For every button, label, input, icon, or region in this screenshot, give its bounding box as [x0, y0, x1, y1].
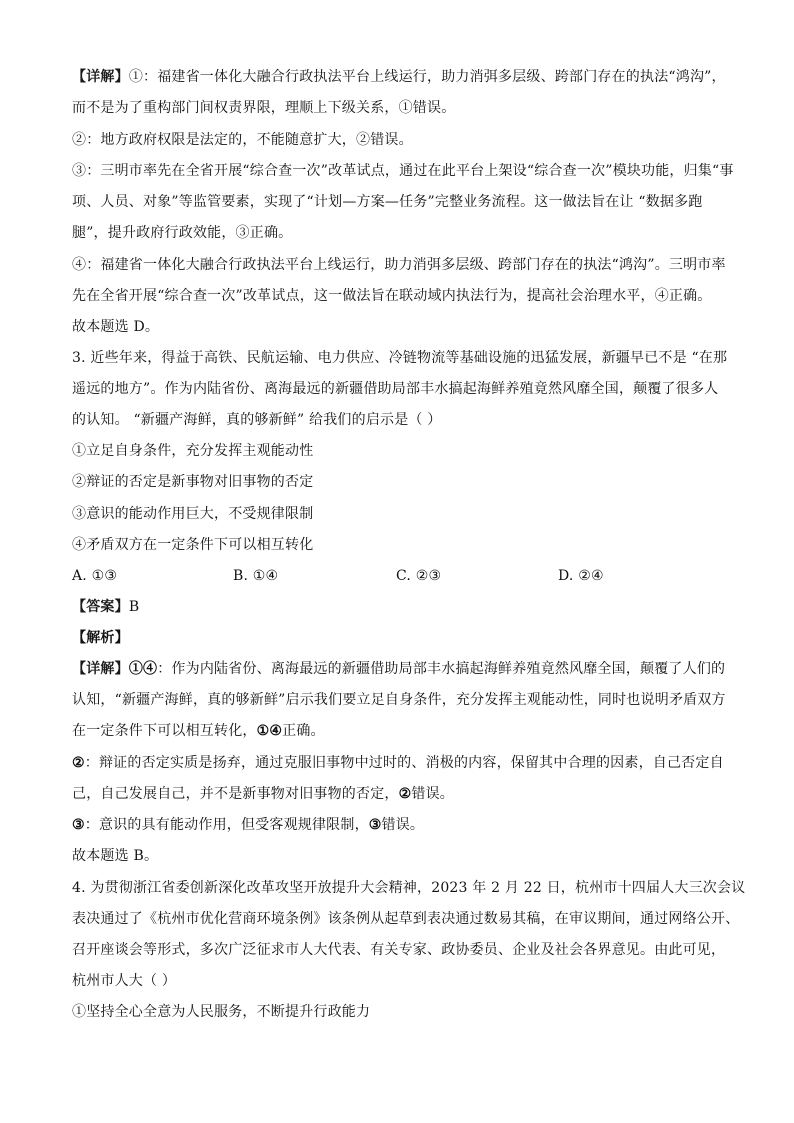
statement-4: ④矛盾双方在一定条件下可以相互转化: [72, 537, 314, 553]
statement-2: ②辩证的否定是新事物对旧事物的否定: [72, 474, 314, 490]
question-4-statement-1: ①坚持全心全意为人民服务，不断提升行政能力: [72, 1004, 371, 1020]
explanation-line-6: 腿”，提升政府行政效能，③正确。: [72, 225, 293, 241]
explanation-line-3: ②：地方政府权限是法定的，不能随意扩大，②错误。: [72, 132, 413, 148]
question-3-line-1: 3. 近些年来，得益于高铁、民航运输、电力供应、冷链物流等基础设施的迅猛发展，新疆早已不是 “在那: [72, 350, 728, 366]
detail-line-1: 【详解】①④：作为内陆省份、离海最远的新疆借助局部丰水搞起海鲜养殖竟然风靡全国，颠覆了人们的: [72, 661, 726, 677]
statement-3: ③意识的能动作用巨大，不受规律限制: [72, 506, 314, 522]
question-4-line-2: 表决通过了《杭州市优化营商环境条例》该条例从起草到表决通过数易其稿，在审议期间，通过网络公开、: [72, 911, 740, 927]
answer-line: [72, 597, 732, 617]
answer-value: B: [128, 599, 140, 615]
explanation-line-8: 先在全省开展“综合查一次”改革试点，这一做法旨在联动域内执法行为，提高社会治理水平，④正确。: [72, 288, 712, 304]
explanation-line-5: 项、人员、对象”等监管要素，实现了“计划—方案—任务”完整业务流程。这一做法旨在让 “数据多跑: [72, 194, 703, 210]
explanation-line-1: 【详解】①：福建省一体化大融合行政执法平台上线运行，助力消弭多层级、跨部门存在的执法“鸿沟”，: [72, 69, 726, 85]
analysis-tag: 【解析】: [72, 630, 129, 646]
question-3-line-2: 遥远的地方”。作为内陆省份、离海最远的新疆借助局部丰水搞起海鲜养殖竟然风靡全国，颠覆了很多人: [72, 381, 719, 397]
detail-tag: 【详解】: [72, 69, 129, 85]
detail-line-6: ③：意识的具有能动作用，但受客观规律限制，③错误。: [72, 817, 425, 833]
question-4-line-3: 召开座谈会等形式，多次广泛征求市人大代表、有关专家、政协委员、企业及社会各界意见。由此可见，: [72, 942, 726, 958]
option-b: B. ①④: [233, 568, 279, 584]
statement-1: ①立足自身条件，充分发挥主观能动性: [72, 443, 314, 459]
question-4-line-1: 4. 为贯彻浙江省委创新深化改革攻坚开放提升大会精神，2023 年 2 月 22 日，杭州市十四届人大三次会议: [72, 880, 746, 896]
detail-conclusion: 故本题选 B。: [72, 848, 159, 864]
conclusion-line: 故本题选 D。: [72, 319, 160, 335]
answer-tag: 【答案】: [72, 599, 129, 615]
option-a: A. ①③: [72, 568, 118, 584]
explanation-line-2: 而不是为了重构部门间权责界限，理顺上下级关系，①错误。: [72, 100, 456, 116]
question-4-line-4: 杭州市人大（ ）: [72, 973, 177, 989]
explanation-line-4: ③：三明市率先在全省开展“综合查一次”改革试点，通过在此平台上架设“综合查一次”模块功能，归集“事: [72, 163, 734, 179]
detail-line-5: 己，自己发展自己，并不是新事物对旧事物的否定，②错误。: [72, 786, 454, 802]
option-c: C. ②③: [396, 568, 442, 584]
explanation-line-7: ④：福建省一体化大融合行政执法平台上线运行，助力消弭多层级、跨部门存在的执法“鸿沟”。三明市率: [72, 257, 726, 273]
detail-line-2: 认知，“新疆产海鲜，真的够新鲜”启示我们要立足自身条件，充分发挥主观能动性，同时也说明矛盾双方: [72, 692, 726, 708]
option-d: D. ②④: [558, 568, 604, 584]
detail-line-3: 在一定条件下可以相互转化，①④正确。: [72, 723, 325, 739]
question-3-line-3: 的认知。 “新疆产海鲜，真的够新鲜” 给我们的启示是（ ）: [72, 412, 442, 428]
detail-line-4: ②：辩证的否定实质是扬弃，通过克服旧事物中过时的、消极的内容，保留其中合理的因素，自己否定自: [72, 755, 724, 771]
